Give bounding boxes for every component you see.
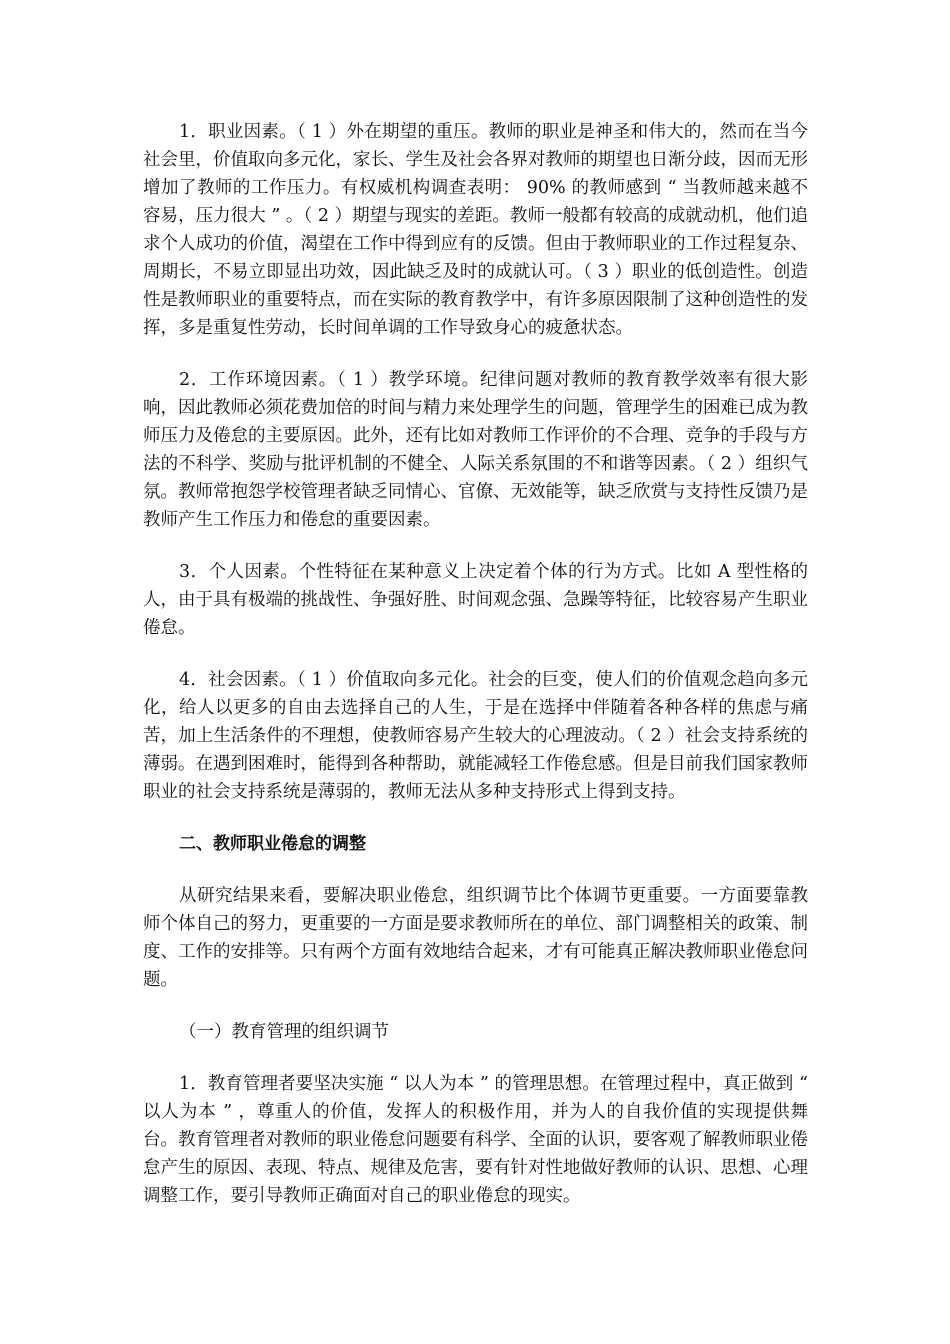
paragraph-occupational-factors: 1．职业因素。（ 1 ）外在期望的重压。教师的职业是神圣和伟大的，然而在当今社会里，价值取向多元化，家长、学生及社会各界对教师的期望也日渐分歧，因而无形增加了教师的工作压力。有权威机构调查表明： 90% 的教师感到 “ 当教师越来越不容易，压力很大 ” 。（ 2 ）期望与现实的差距。教师一般都有较高的成就动机，他们追求个人成功的价值，渴望在工作中得到应有的反馈。但由于教师职业的工作过程复杂、周期长，不易立即显出功效，因此缺乏及时的成就认可。（ 3 ）职业的低创造性。创造性是教师职业的重要特点，而在实际的教育教学中，有许多原因限制了这种创造性的发挥，多是重复性劳动，长时间单调的工作导致身心的疲惫状态。	[143, 122, 808, 338]
subsection-heading: （一）教育管理的组织调节	[179, 1022, 389, 1042]
document-page	[143, 118, 808, 1234]
section-intro-paragraph: 从研究结果来看，要解决职业倦怠，组织调节比个体调节更重要。一方面要靠教师个体自己的努力，更重要的一方面是要求教师所在的单位、部门调整相关的政策、制度、工作的安排等。只有两个方面有效地结合起来，才有可能真正解决教师职业倦怠问题。	[143, 886, 808, 990]
paragraph-personal-factors: 3．个人因素。个性特征在某种意义上决定着个体的行为方式。比如 A 型性格的人，由于具有极端的挑战性、争强好胜、时间观念强、急躁等特征，比较容易产生职业倦怠。	[143, 562, 808, 638]
section-heading: 二、教师职业倦怠的调整	[179, 834, 366, 854]
subsection-paragraph: 1．教育管理者要坚决实施 “ 以人为本 ” 的管理思想。在管理过程中，真正做到 “ 以人为本 ” ，尊重人的价值，发挥人的积极作用，并为人的自我价值的实现提供舞台。教育管理者对教师的职业倦怠问题要有科学、全面的认识，要客观了解教师职业倦怠产生的原因、表现、特点、规律及危害，要有针对性地做好教师的认识、思想、心理调整工作，要引导教师正确面对自己的职业倦怠的现实。	[143, 1074, 808, 1206]
paragraph-work-environment-factors: 2．工作环境因素。（ 1 ）教学环境。纪律问题对教师的教育教学效率有很大影响，因此教师必须花费加倍的时间与精力来处理学生的问题，管理学生的困难已成为教师压力及倦怠的主要原因。此外，还有比如对教师工作评价的不合理、竞争的手段与方法的不科学、奖励与批评机制的不健全、人际关系氛围的不和谐等因素。（ 2 ）组织气氛。教师常抱怨学校管理者缺乏同情心、官僚、无效能等，缺乏欣赏与支持性反馈乃是教师产生工作压力和倦怠的重要因素。	[143, 370, 808, 530]
paragraph-social-factors: 4．社会因素。（ 1 ）价值取向多元化。社会的巨变，使人们的价值观念趋向多元化，给人以更多的自由去选择自己的人生，于是在选择中伴随着各种各样的焦虑与痛苦，加上生活条件的不理想，使教师容易产生较大的心理波动。（ 2 ）社会支持系统的薄弱。在遇到困难时，能得到各种帮助，就能减轻工作倦怠感。但是目前我们国家教师职业的社会支持系统是薄弱的，教师无法从多种支持形式上得到支持。	[143, 670, 808, 802]
